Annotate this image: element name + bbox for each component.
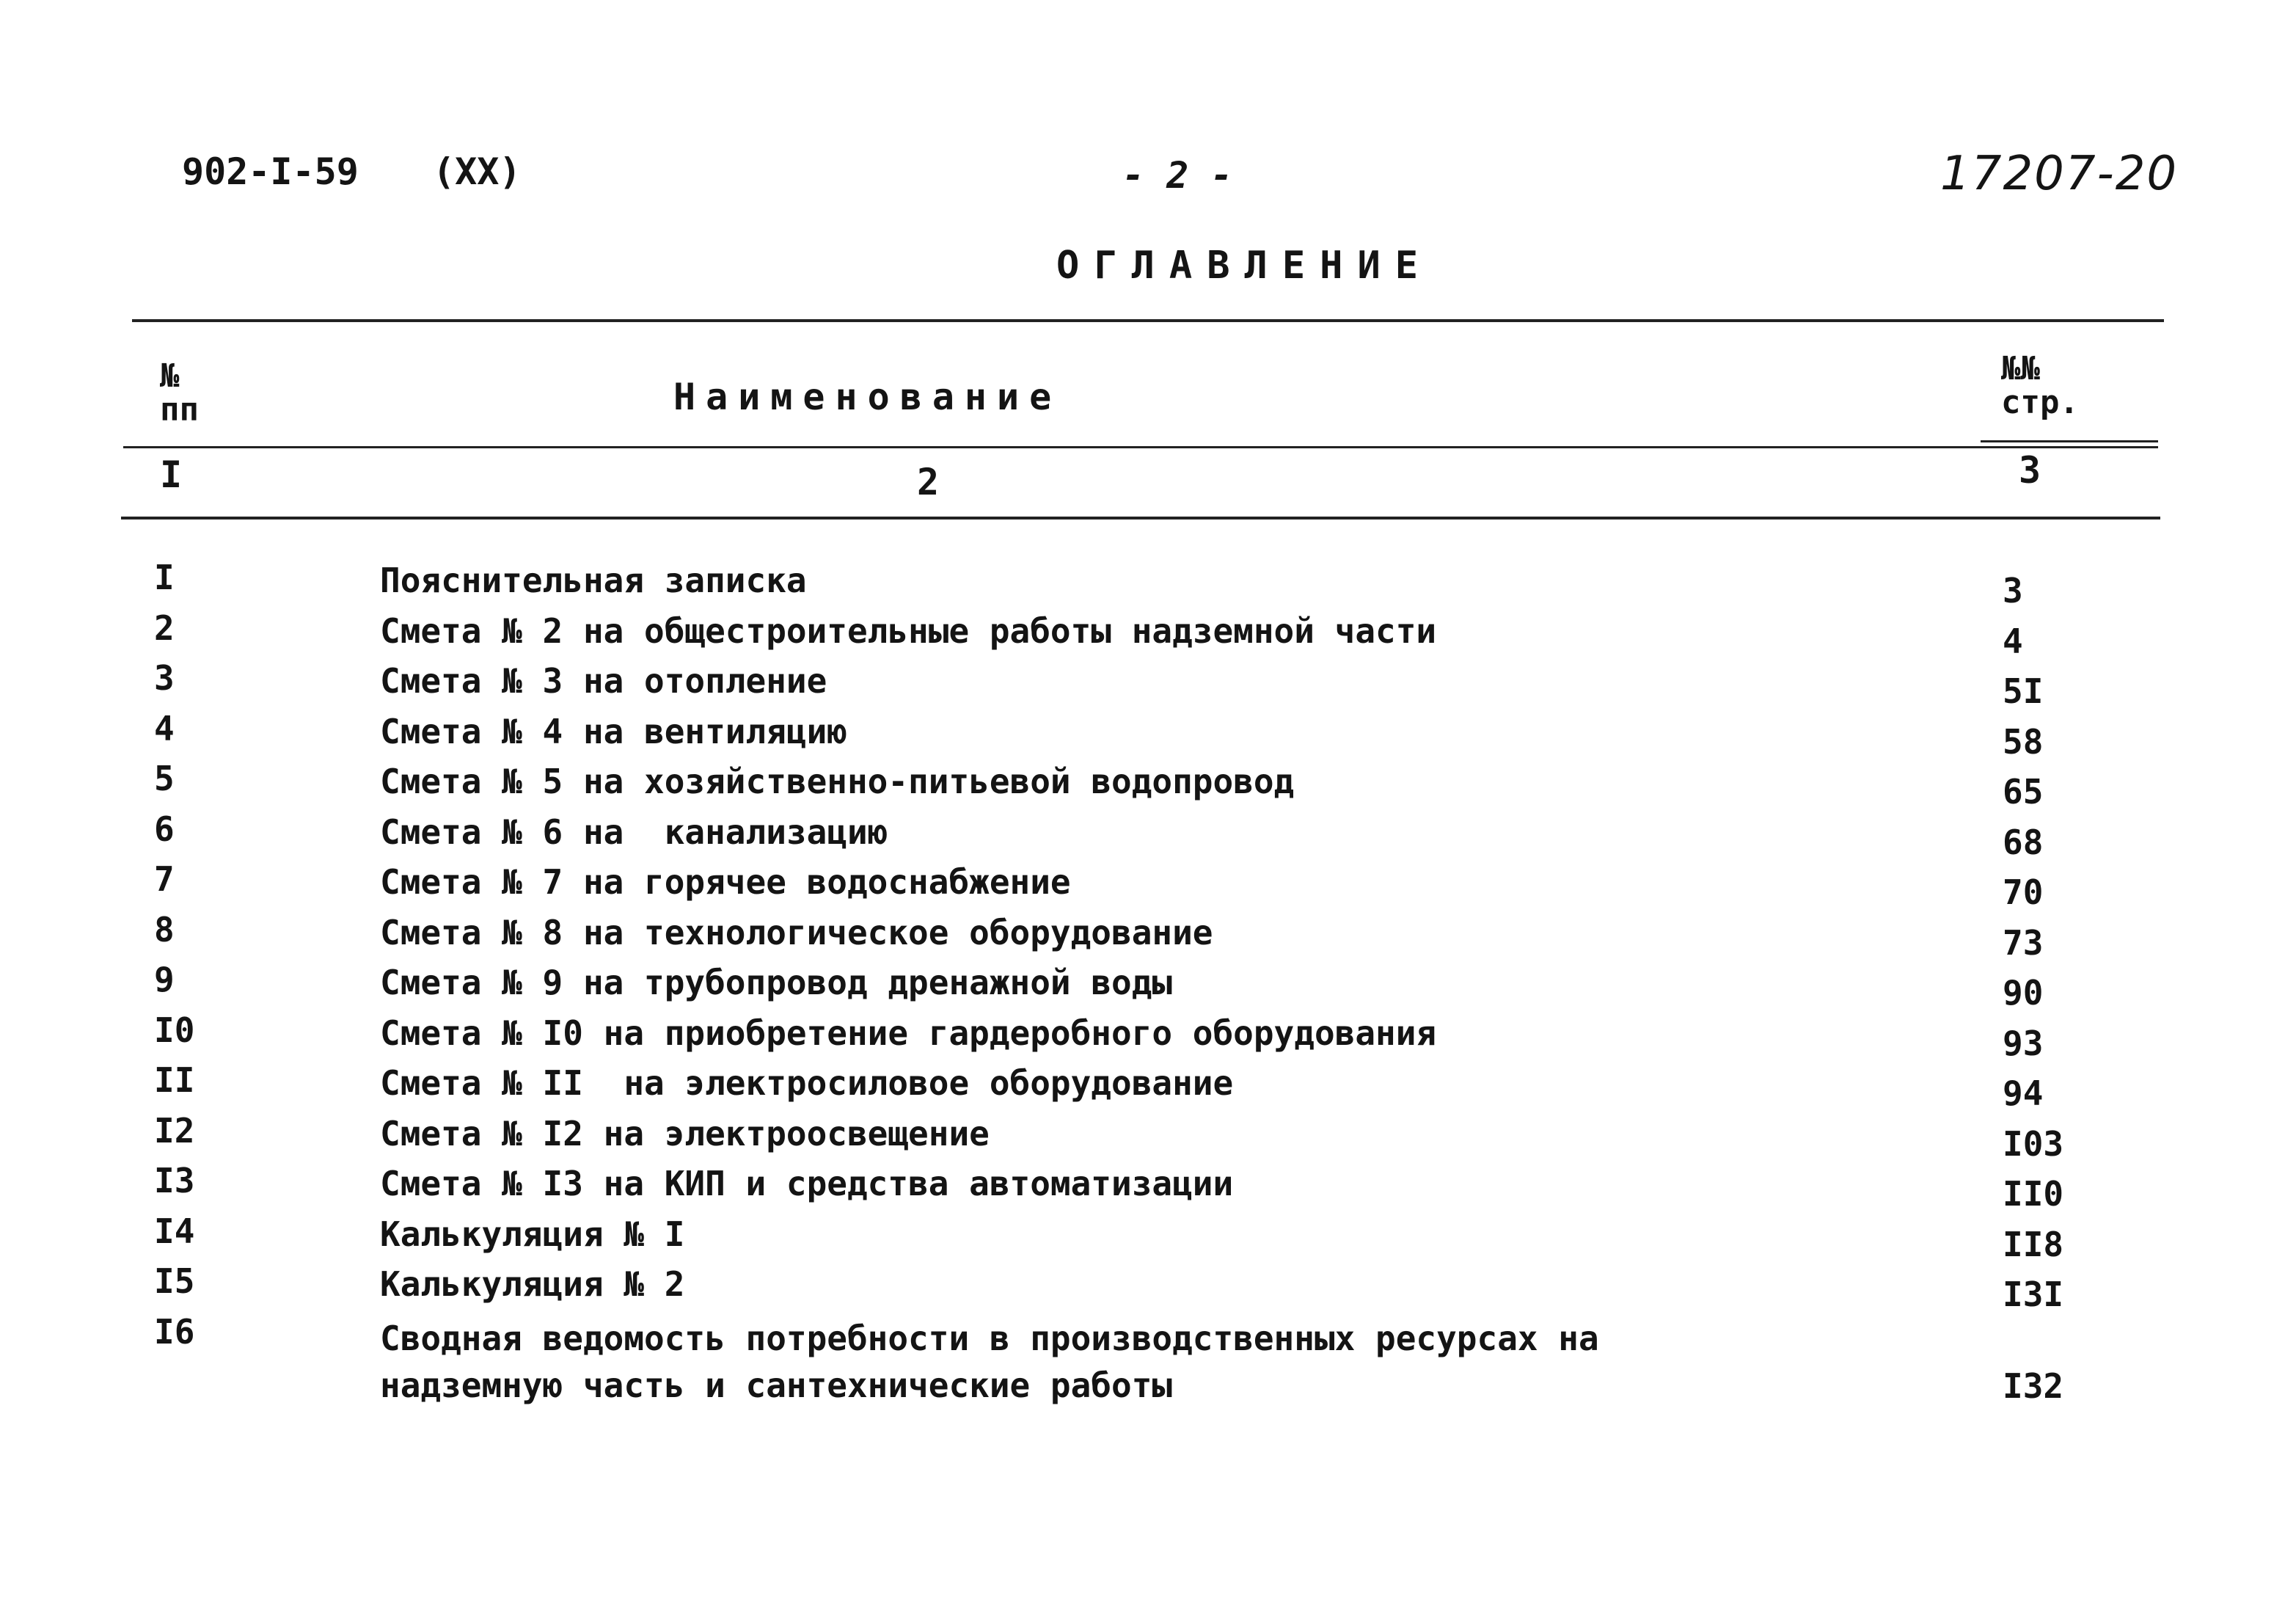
toc-row-title: Смета № 4 на вентиляцию (380, 711, 847, 751)
header-divider-rule (123, 446, 2158, 448)
toc-row (147, 1211, 2171, 1262)
toc-row-page: 68 (2003, 822, 2044, 862)
toc-row-number: I (154, 558, 175, 597)
column-header-pages: №№ стр. (2001, 350, 2079, 421)
toc-row-page: 93 (2003, 1023, 2044, 1063)
toc-row-number: I0 (154, 1010, 195, 1050)
toc-row-page: II0 (2003, 1174, 2064, 1214)
toc-row-number: 4 (154, 708, 175, 748)
toc-row (147, 1111, 2171, 1162)
toc-row-number: I5 (154, 1261, 195, 1301)
column-header-number: № пп (160, 357, 199, 429)
sheet-code: 17207-20 (1940, 147, 2179, 201)
toc-row (147, 1312, 2171, 1413)
toc-row-number: 9 (154, 960, 175, 999)
toc-row-title: Смета № 6 на канализацию (380, 812, 888, 852)
toc-row (147, 809, 2171, 860)
toc-row-title: Смета № 9 на трубопровод дренажной воды (380, 963, 1173, 1002)
toc-row-page: I03 (2003, 1123, 2064, 1164)
toc-row (147, 909, 2171, 963)
toc-row-page: 90 (2003, 973, 2044, 1013)
toc-row (147, 859, 2171, 910)
column-index-number: I (160, 453, 183, 496)
toc-title: ОГЛАВЛЕНИЕ (1056, 244, 1433, 288)
toc-row-title: Смета № I0 на приобретение гардеробного оборудования (380, 1013, 1437, 1053)
document-volume: (XX) (433, 150, 522, 193)
toc-row (147, 960, 2171, 1013)
toc-list (147, 558, 2171, 1413)
column-index-pages: 3 (2019, 449, 2041, 492)
toc-row-page: I32 (2003, 1366, 2064, 1406)
toc-row-page: 58 (2003, 721, 2044, 762)
toc-row-page: 5I (2003, 671, 2044, 711)
toc-row (147, 1060, 2171, 1111)
page-number: - 2 - (1122, 154, 1233, 197)
toc-row (147, 658, 2171, 709)
toc-row-page: 4 (2003, 621, 2023, 661)
toc-row-number: I6 (154, 1311, 195, 1352)
toc-row-number: 6 (154, 809, 175, 849)
toc-row (147, 608, 2171, 659)
column-index-name: 2 (917, 461, 940, 503)
toc-row-title: Смета № 2 на общестроительные работы надземной части (380, 610, 1437, 651)
toc-row-title: Пояснительная записка (380, 561, 807, 600)
toc-row-title: Смета № 3 на отопление (380, 661, 827, 701)
document-code: 902-I-59 (182, 150, 359, 193)
toc-row-page: 65 (2003, 772, 2044, 812)
toc-row (147, 558, 2171, 608)
toc-row-title: Смета № 5 на хозяйственно-питьевой водопровод (380, 762, 1295, 801)
toc-row-number: 5 (154, 759, 175, 798)
table-header-bottom-rule (121, 517, 2160, 520)
toc-row-title: Смета № 8 на технологическое оборудование (380, 912, 1213, 952)
toc-row-number: 3 (154, 658, 175, 698)
toc-row-title: Смета № I2 на электроосвещение (380, 1113, 990, 1153)
toc-row (147, 1161, 2171, 1214)
toc-row-page: II8 (2003, 1224, 2064, 1264)
toc-row-number: I3 (154, 1161, 195, 1200)
toc-row (147, 708, 2171, 762)
toc-row-number: 2 (154, 608, 175, 648)
toc-row-number: II (154, 1060, 195, 1100)
toc-row-page: 94 (2003, 1073, 2044, 1113)
toc-row-title: Смета № 7 на горячее водоснабжение (380, 862, 1071, 902)
toc-row-title: Калькуляция № I (380, 1214, 685, 1254)
toc-row-number: I2 (154, 1110, 195, 1151)
toc-row-page: 3 (2003, 571, 2023, 610)
toc-row (147, 759, 2171, 812)
pages-header-rule (1981, 440, 2158, 442)
toc-row-page: 73 (2003, 922, 2044, 963)
toc-row-title: Смета № I3 на КИП и средства автоматизации (380, 1164, 1234, 1203)
toc-row-number: 8 (154, 909, 175, 949)
toc-row-number: I4 (154, 1211, 195, 1251)
toc-row-page: 70 (2003, 872, 2044, 912)
toc-row (147, 1261, 2171, 1312)
toc-row-title: Сводная ведомость потребности в производственных ресурсах на надземную часть и сантехнические работы (380, 1318, 1599, 1405)
table-top-rule (132, 319, 2164, 322)
toc-row-title: Смета № II на электросиловое оборудование (380, 1063, 1234, 1103)
toc-row-title: Калькуляция № 2 (380, 1264, 685, 1304)
toc-row (147, 1010, 2171, 1061)
toc-row-page: I3I (2003, 1275, 2064, 1314)
toc-row-number: 7 (154, 859, 175, 899)
column-header-name: Наименование (673, 376, 1062, 418)
